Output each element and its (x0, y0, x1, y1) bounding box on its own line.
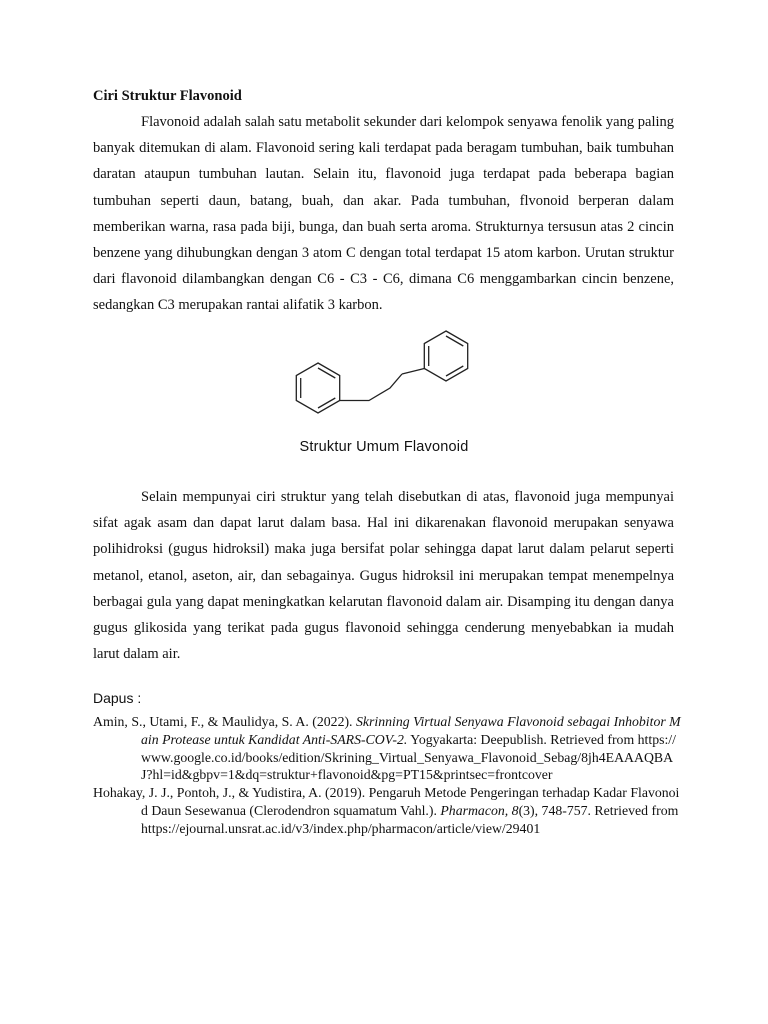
reference-publisher: Yogyakarta: Deepublish. Retrieved from (407, 731, 638, 747)
references-list (93, 713, 683, 838)
c3-chain (340, 374, 402, 401)
left-benzene-ring (296, 363, 339, 413)
reference-url[interactable]: https://ejournal.unsrat.ac.id/v3/index.php/pharmacon/article/view/29401 (141, 820, 541, 836)
reference-item (93, 784, 683, 837)
right-ring-double-bond (446, 336, 463, 346)
reference-authors: Hohakay, J. J., Pontoh, J., & Yudistira, A. (2019). Pengaruh Metode Pengeringan terhadap Kadar Flavonoid Daun Sesewanua (Clerodendron squamatum Vahl.). (93, 785, 680, 818)
paragraph-1: Flavonoid adalah salah satu metabolit sekunder dari kelompok senyawa fenolik yang paling banyak ditemukan di alam. Flavonoid sering kali terdapat pada beragam tumbuhan, baik tumbuhan daratan ataupun tumbuhan lautan. Selain itu, flavonoid juga terdapat pada beberapa bagian tumbuhan seperti daun, batang, buah, dan akar. Pada tumbuhan, flvonoid berperan dalam memberikan warna, rasa pada biji, bunga, dan buah serta aroma. Strukturnya tersusun atas 2 cincin benzene yang dihubungkan dengan 3 atom C dengan total terdapat 15 atom karbon. Urutan struktur dari flavonoid dilambangkan dengan C6 - C3 - C6, dimana C6 menggambarkan cincin benzene, sedangkan C3 merupakan rantai alifatik 3 karbon. (93, 114, 674, 314)
references-label: Dapus : (93, 690, 142, 706)
left-ring-double-bond (318, 398, 335, 408)
reference-journal: Pharmacon, 8 (440, 802, 519, 818)
reference-authors: Amin, S., Utami, F., & Maulidya, S. A. (2022). (93, 714, 356, 729)
reference-title: Skrinning Virtual Senyawa Flavonoid sebagai Inhobitor Main Protease untuk Kandidat Anti-SARS-COV-2. (141, 714, 681, 747)
right-ring-double-bond (446, 366, 463, 376)
reference-item (93, 713, 683, 784)
section-heading: Ciri Struktur Flavonoid (93, 88, 242, 104)
figure-caption: Struktur Umum Flavonoid (299, 439, 469, 455)
left-ring-double-bond (318, 368, 335, 378)
chain-to-ring-bond (402, 369, 424, 375)
flavonoid-structure-figure (288, 318, 478, 426)
right-benzene-ring (424, 331, 467, 381)
reference-url[interactable]: https://www.google.co.id/books/edition/Skrining_Virtual_Senyawa_Flavonoid_Sebag/8jh4EAAAQBAJ?hl=id&gbpv=1&dq=struktur+flavonoid&pg=PT15&printsec=frontcover (141, 731, 676, 783)
paragraph-2: Selain mempunyai ciri struktur yang telah disebutkan di atas, flavonoid juga mempunyai sifat agak asam dan dapat larut dalam basa. Hal ini dikarenakan flavonoid merupakan senyawa polihidroksi (gugus hidroksil) maka juga bersifat polar sehingga dapat larut dalam pelarut seperti metanol, etanol, aseton, air, dan sebagainya. Gugus hidroksil ini merupakan tempat menempelnya berbagai gula yang dapat meningkatkan kelarutan flavonoid dalam air. Disamping itu dengan danya gugus glikosida yang terikat pada gugus flavonoid sehingga cenderung menyebabkan ia mudah larut dalam air. (93, 489, 674, 663)
reference-pages: (3), 748-757. Retrieved from (518, 802, 679, 818)
